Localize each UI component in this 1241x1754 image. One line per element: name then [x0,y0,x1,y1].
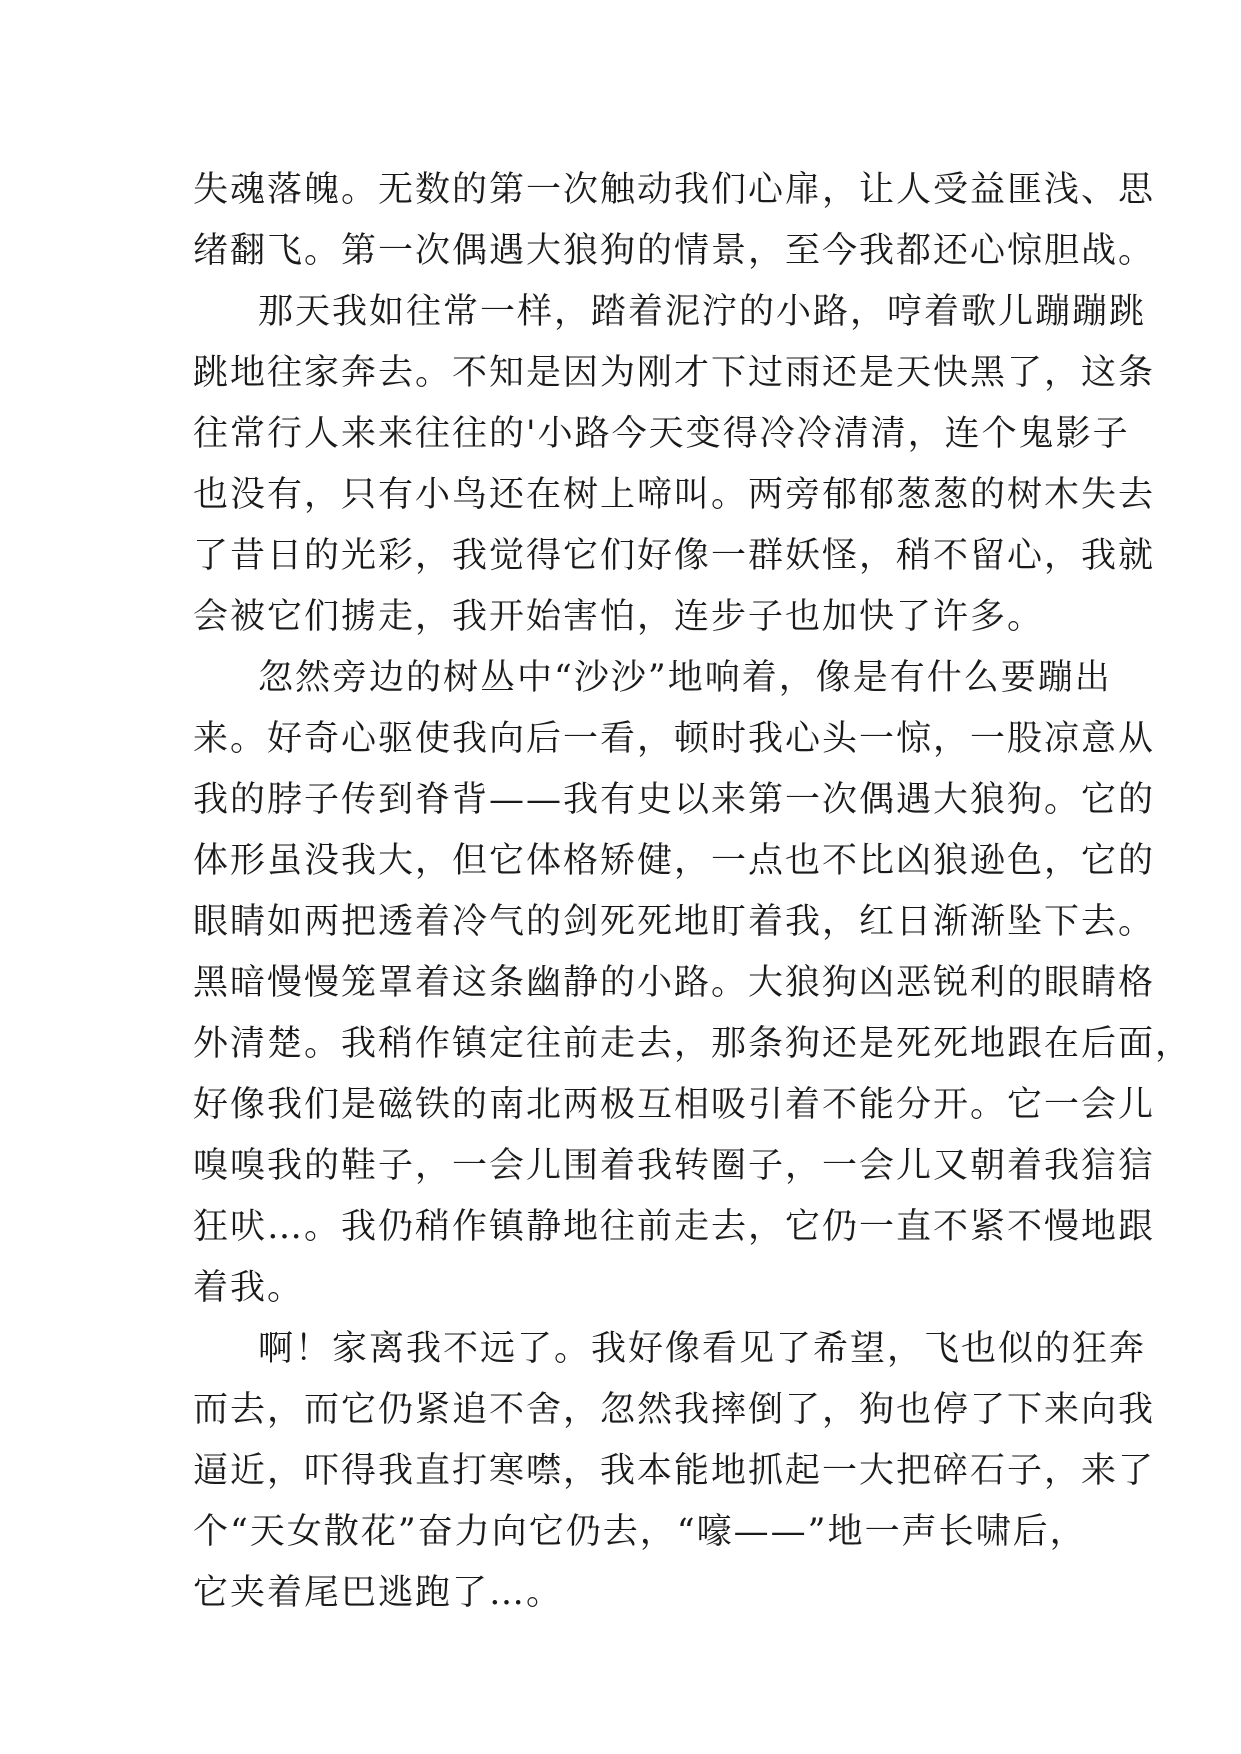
text-line: 会被它们掳走，我开始害怕，连步子也加快了许多。 [193,597,1045,637]
text-line: 往常行人来来往往的'小路今天变得冷冷清清，连个鬼影子 [193,414,1130,454]
text-line: 着我。 [193,1268,305,1308]
text-line: 跳地往家奔去。不知是因为刚才下过雨还是天快黑了，这条 [193,353,1156,393]
body-text [193,160,1193,1624]
text-line: 嗅嗅我的鞋子，一会儿围着我转圈子，一会儿又朝着我狺狺 [193,1146,1156,1186]
text-line: 体形虽没我大，但它体格矫健，一点也不比凶狼逊色，它的 [193,841,1156,881]
text-line: 好像我们是磁铁的南北两极互相吸引着不能分开。它一会儿 [193,1085,1156,1125]
text-line: 逼近，吓得我直打寒噤，我本能地抓起一大把碎石子，来了 [193,1451,1156,1491]
text-line: 而去，而它仍紧追不舍，忽然我摔倒了，狗也停了下来向我 [193,1390,1156,1430]
text-line: 它夹着尾巴逃跑了…。 [193,1573,564,1613]
text-line: 个“天女散花”奋力向它仍去，“嚎——”地一声长啸后， [193,1512,1087,1552]
text-line: 了昔日的光彩，我觉得它们好像一群妖怪，稍不留心，我就 [193,536,1156,576]
text-line: 失魂落魄。无数的第一次触动我们心扉，让人受益匪浅、思 [193,170,1156,210]
text-line: 我的脖子传到脊背——我有史以来第一次偶遇大狼狗。它的 [193,780,1156,820]
paragraph-first-line: 忽然旁边的树丛中“沙沙”地响着，像是有什么要蹦出 [258,658,1112,698]
paragraph-first-line: 那天我如往常一样，踏着泥泞的小路，哼着歌儿蹦蹦跳 [258,292,1147,332]
text-line: 眼睛如两把透着冷气的剑死死地盯着我，红日渐渐坠下去。 [193,902,1156,942]
text-line: 也没有，只有小鸟还在树上啼叫。两旁郁郁葱葱的树木失去 [193,475,1156,515]
text-line: 狂吠…。我仍稍作镇静地往前走去，它仍一直不紧不慢地跟 [193,1207,1156,1247]
text-line: 黑暗慢慢笼罩着这条幽静的小路。大狼狗凶恶锐利的眼睛格 [193,963,1156,1003]
paragraph-first-line: 啊！家离我不远了。我好像看见了希望，飞也似的狂奔 [258,1329,1147,1369]
text-line: 绪翻飞。第一次偶遇大狼狗的情景，至今我都还心惊胆战。 [193,231,1156,271]
text-line: 来。好奇心驱使我向后一看，顿时我心头一惊，一股凉意从 [193,719,1156,759]
text-line: 外清楚。我稍作镇定往前走去，那条狗还是死死地跟在后面， [193,1024,1193,1064]
